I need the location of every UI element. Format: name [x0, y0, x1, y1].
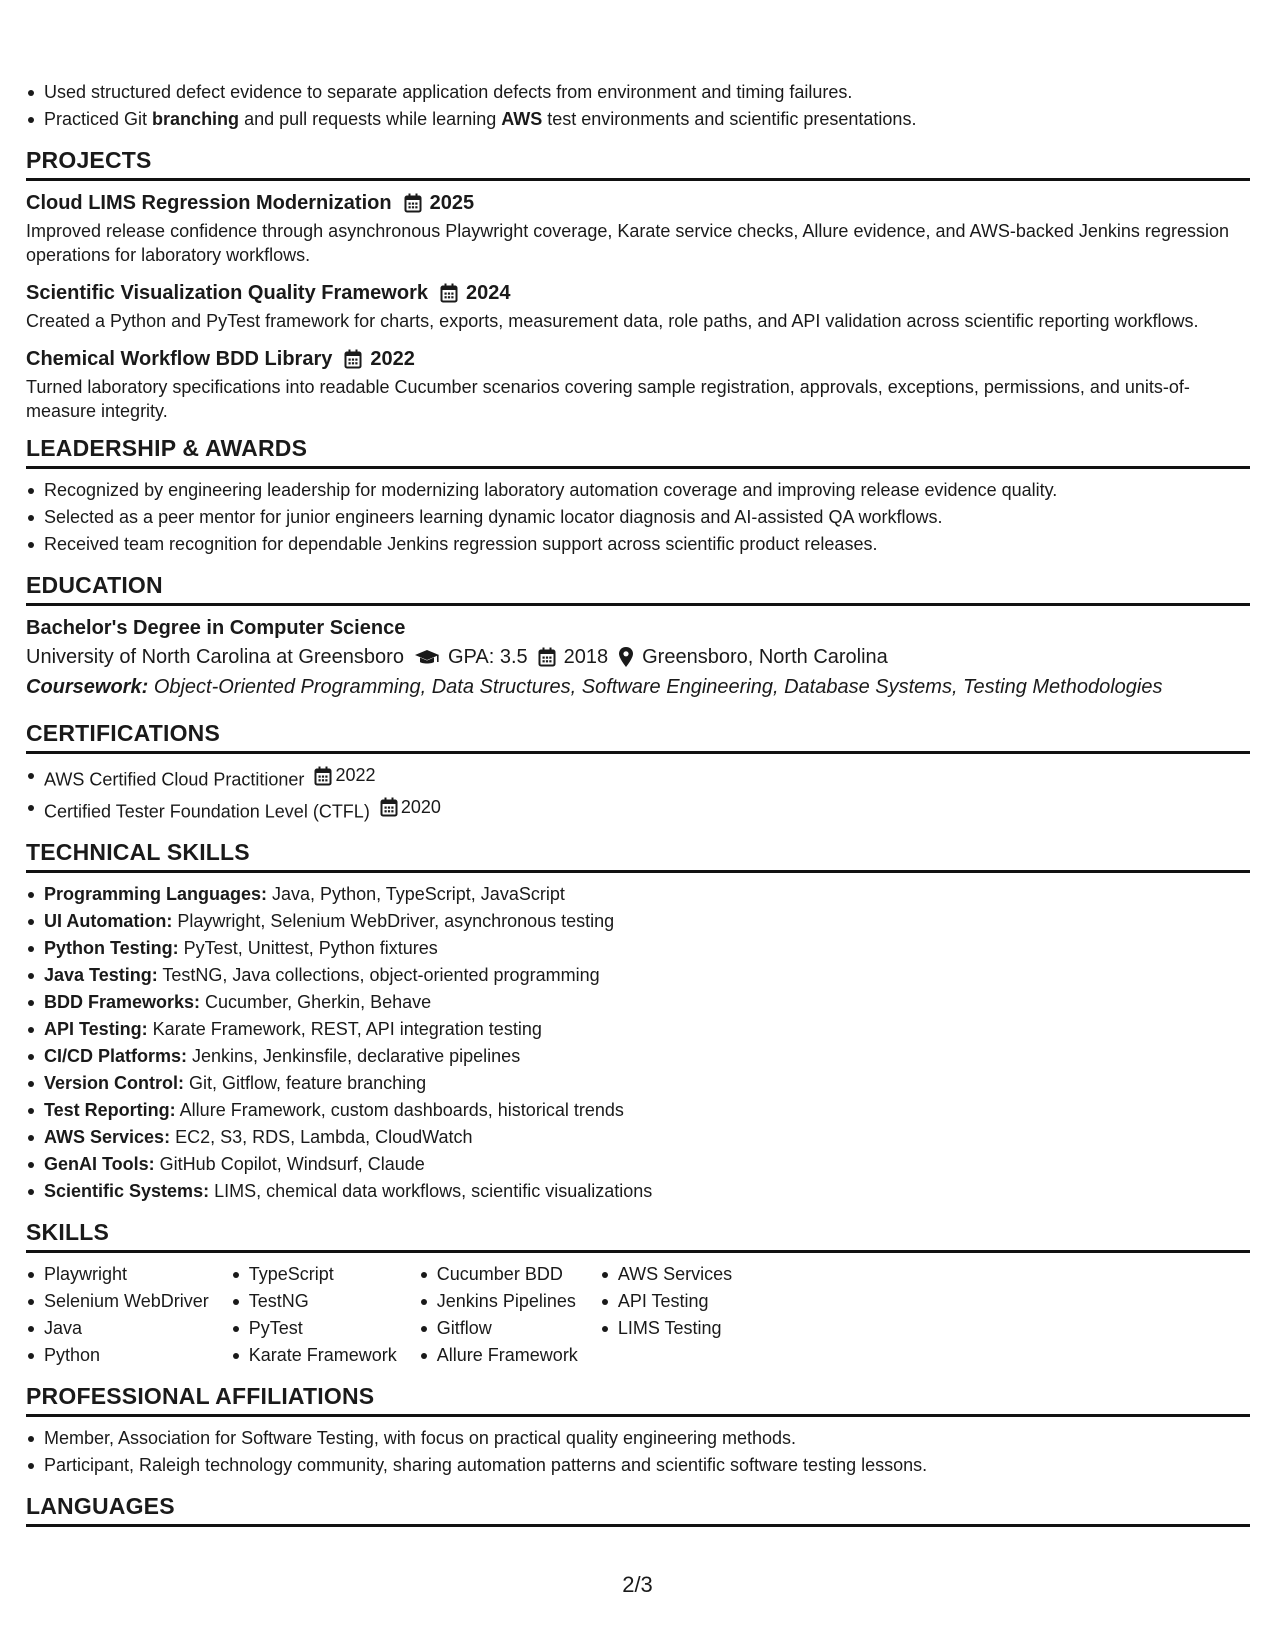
technical-skill-value: TestNG, Java collections, object-oriented programming [157, 965, 600, 985]
technical-skill-value: PyTest, Unittest, Python fixtures [178, 938, 438, 958]
certification-item [44, 794, 1250, 826]
certifications-list [26, 762, 1250, 825]
skill-item: Java [44, 1315, 209, 1342]
coursework-line [26, 672, 1250, 702]
certification-item [44, 762, 1250, 794]
project-title [26, 189, 1250, 217]
intro-text: and pull requests while learning [239, 109, 502, 129]
technical-skill-label: Python Testing: [44, 938, 179, 958]
technical-skill-value: Karate Framework, REST, API integration testing [147, 1019, 542, 1039]
project-name: Scientific Visualization Quality Framework [26, 282, 428, 304]
intro-text: test environments and scientific presentations. [542, 109, 917, 129]
technical-skill-value: Java, Python, TypeScript, JavaScript [267, 884, 565, 904]
technical-skill-value: GitHub Copilot, Windsurf, Claude [154, 1154, 425, 1174]
technical-skill-value: Playwright, Selenium WebDriver, asynchronous testing [172, 911, 615, 931]
project-description: Improved release confidence through asynchronous Playwright coverage, Karate service checks, Allure evidence, and AWS-backed Jenkins regression operations for laboratory workflows. [26, 221, 1229, 265]
technical-skills-list [26, 881, 1250, 1205]
technical-skill-item [44, 1043, 1250, 1070]
coursework-label: Coursework: [26, 676, 149, 698]
certification-year-wrap [380, 794, 441, 821]
technical-skill-value: Git, Gitflow, feature branching [184, 1073, 427, 1093]
leadership-item: Recognized by engineering leadership for modernizing laboratory automation coverage and improving release evidence quality. [44, 477, 1250, 504]
skill-item: LIMS Testing [618, 1315, 732, 1342]
calendar-icon [380, 797, 398, 817]
calendar-icon [440, 283, 458, 303]
certification-year: 2020 [400, 796, 441, 817]
map-pin-icon [618, 646, 634, 668]
affiliation-item: Participant, Raleigh technology community, sharing automation patterns and scientific software testing lessons. [44, 1452, 1250, 1479]
intro-text: Used structured defect evidence to separate application defects from environment and timing failures. [44, 82, 853, 102]
skills-grid [26, 1261, 1250, 1369]
project-title [26, 279, 1250, 307]
education-details [26, 642, 1250, 672]
leadership-list [26, 477, 1250, 558]
technical-skills-section [26, 839, 1250, 1205]
graduation-cap-icon [414, 647, 440, 667]
technical-skill-label: Java Testing: [44, 965, 158, 985]
technical-skill-item [44, 1151, 1250, 1178]
project-year: 2025 [429, 192, 475, 214]
affiliation-item: Member, Association for Software Testing, with focus on practical quality engineering methods. [44, 1425, 1250, 1452]
section-heading-languages: LANGUAGES [26, 1493, 1250, 1527]
school-name: University of North Carolina at Greensboro [26, 646, 404, 668]
certification-name: Certified Tester Foundation Level (CTFL) [44, 801, 370, 821]
projects-list [26, 181, 1250, 423]
skill-item: Selenium WebDriver [44, 1288, 209, 1315]
gpa-value: GPA: 3.5 [447, 646, 528, 668]
skill-item: Cucumber BDD [437, 1261, 578, 1288]
technical-skill-value: Jenkins, Jenkinsfile, declarative pipelines [187, 1046, 521, 1066]
calendar-icon [314, 766, 332, 786]
project-description: Turned laboratory specifications into readable Cucumber scenarios covering sample registration, approvals, exceptions, permissions, and units-of-measure integrity. [26, 377, 1190, 421]
degree-title: Bachelor's Degree in Computer Science [26, 617, 406, 639]
section-heading-leadership: LEADERSHIP & AWARDS [26, 435, 1250, 469]
skill-item: PyTest [249, 1315, 397, 1342]
page-number: 2/3 [622, 1572, 653, 1597]
technical-skill-label: Version Control: [44, 1073, 185, 1093]
skill-item: AWS Services [618, 1261, 732, 1288]
skill-item: Karate Framework [249, 1342, 397, 1369]
section-heading-affiliations: PROFESSIONAL AFFILIATIONS [26, 1383, 1250, 1417]
project-description: Created a Python and PyTest framework for charts, exports, measurement data, role paths, and API validation across scientific reporting workflows. [26, 311, 1199, 331]
project-title [26, 345, 1250, 373]
calendar-icon [404, 193, 422, 213]
skill-item: TypeScript [249, 1261, 397, 1288]
section-heading-skills: SKILLS [26, 1219, 1250, 1253]
technical-skill-label: API Testing: [44, 1019, 148, 1039]
calendar-icon [538, 647, 556, 667]
coursework-list: Object-Oriented Programming, Data Structures, Software Engineering, Database Systems, Testing Methodologies [153, 676, 1163, 698]
intro-bullet [44, 106, 1250, 133]
technical-skill-value: Allure Framework, custom dashboards, historical trends [175, 1100, 624, 1120]
skill-item: Allure Framework [437, 1342, 578, 1369]
graduation-year: 2018 [563, 646, 609, 668]
technical-skill-value: EC2, S3, RDS, Lambda, CloudWatch [170, 1127, 473, 1147]
technical-skill-label: Scientific Systems: [44, 1181, 210, 1201]
languages-section [26, 1493, 1250, 1527]
technical-skill-label: BDD Frameworks: [44, 992, 201, 1012]
leadership-item: Selected as a peer mentor for junior engineers learning dynamic locator diagnosis and AI-assisted QA workflows. [44, 504, 1250, 531]
resume-content [26, 79, 1250, 1527]
project-name: Chemical Workflow BDD Library [26, 348, 333, 370]
technical-skill-label: CI/CD Platforms: [44, 1046, 188, 1066]
technical-skill-value: Cucumber, Gherkin, Behave [200, 992, 432, 1012]
skill-item: API Testing [618, 1288, 732, 1315]
skill-item: TestNG [249, 1288, 397, 1315]
technical-skill-label: UI Automation: [44, 911, 173, 931]
technical-skill-label: AWS Services: [44, 1127, 171, 1147]
projects-section [26, 147, 1250, 423]
technical-skill-label: Programming Languages: [44, 884, 268, 904]
section-heading-projects: PROJECTS [26, 147, 1250, 181]
technical-skill-item [44, 1097, 1250, 1124]
technical-skill-item [44, 1070, 1250, 1097]
technical-skill-item [44, 1178, 1250, 1205]
skill-item: Playwright [44, 1261, 209, 1288]
skills-section [26, 1219, 1250, 1369]
technical-skill-item [44, 1016, 1250, 1043]
calendar-icon [344, 349, 362, 369]
technical-skill-item [44, 962, 1250, 989]
skill-item: Python [44, 1342, 209, 1369]
intro-text: branching [152, 109, 240, 129]
project-year: 2024 [465, 282, 511, 304]
technical-skill-label: Test Reporting: [44, 1100, 176, 1120]
skills-column [231, 1261, 397, 1369]
technical-skill-value: LIMS, chemical data workflows, scientific visualizations [209, 1181, 653, 1201]
affiliations-section [26, 1383, 1250, 1479]
skill-item: Jenkins Pipelines [437, 1288, 578, 1315]
section-heading-technical-skills: TECHNICAL SKILLS [26, 839, 1250, 873]
education-section [26, 572, 1250, 702]
leadership-section [26, 435, 1250, 558]
skills-column [26, 1261, 209, 1369]
technical-skill-item [44, 908, 1250, 935]
intro-text: Practiced Git [44, 109, 153, 129]
section-heading-certifications: CERTIFICATIONS [26, 720, 1250, 754]
certification-year-wrap [314, 762, 375, 789]
technical-skill-item [44, 989, 1250, 1016]
technical-skill-item [44, 881, 1250, 908]
skills-column [419, 1261, 578, 1369]
intro-text: AWS [501, 109, 543, 129]
leadership-item: Received team recognition for dependable Jenkins regression support across scientific product releases. [44, 531, 1250, 558]
certification-year: 2022 [335, 765, 376, 785]
technical-skill-item [44, 935, 1250, 962]
technical-skill-item [44, 1124, 1250, 1151]
certification-name: AWS Certified Cloud Practitioner [44, 769, 305, 790]
certifications-section [26, 720, 1250, 825]
school-location: Greensboro, North Carolina [642, 646, 888, 668]
project-name: Cloud LIMS Regression Modernization [26, 192, 392, 214]
skills-column [600, 1261, 732, 1369]
intro-bullet-list [26, 79, 1250, 133]
technical-skill-label: GenAI Tools: [44, 1154, 155, 1174]
section-heading-education: EDUCATION [26, 572, 1250, 606]
project-year: 2022 [370, 348, 415, 370]
intro-bullet [44, 79, 1250, 106]
skill-item: Gitflow [437, 1315, 578, 1342]
affiliations-list [26, 1425, 1250, 1479]
